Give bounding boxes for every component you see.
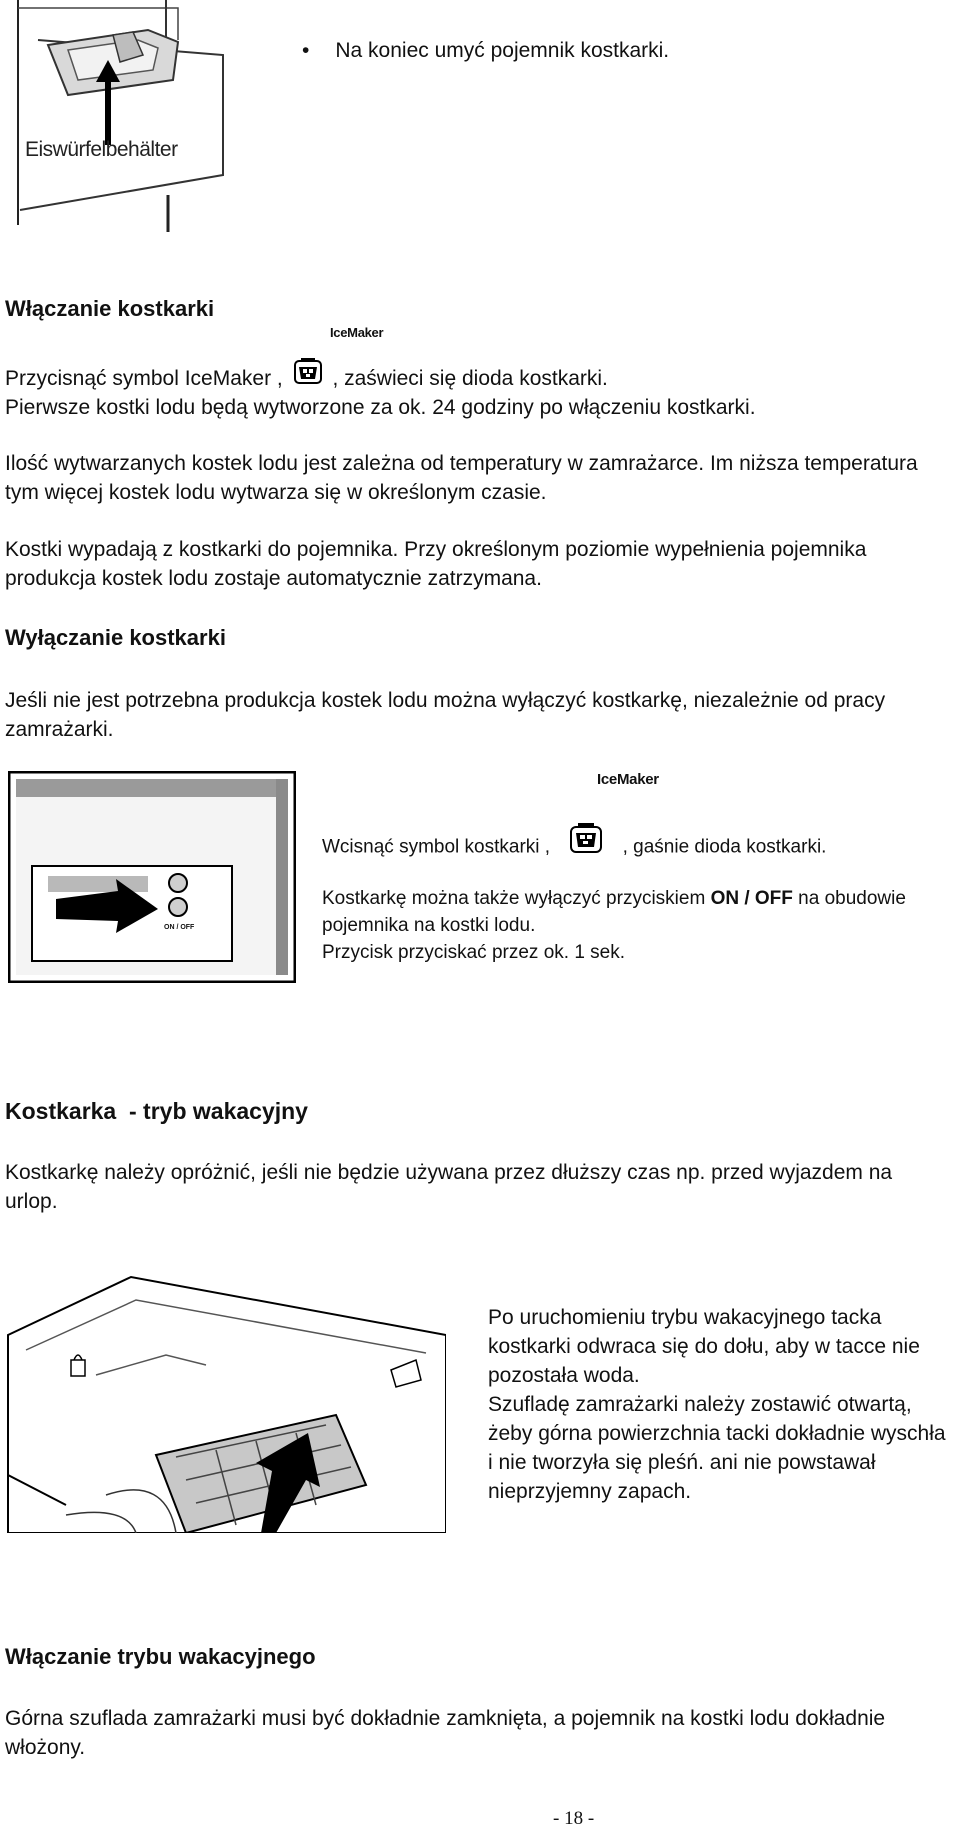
on-off-bold-label: ON / OFF xyxy=(710,888,793,909)
vacation-on-paragraph: Górna szuflada zamrażarki musi być dokładnie zamknięta, a pojemnik na kostki lodu dokładnie włożony. xyxy=(5,1707,886,1759)
alt-switch-off-after: na obudowie pojemnika na kostki lodu. xyxy=(322,888,906,936)
led-off-text: , gaśnie dioda kostkarki. xyxy=(622,836,827,858)
heading-ice-maker-on: Włączanie kostkarki xyxy=(5,296,215,321)
bullet-marker: • xyxy=(302,39,310,62)
ice-bin-illustration xyxy=(8,0,228,235)
press-symbol-off-text: Wcisnąć symbol kostkarki , xyxy=(322,836,551,858)
ice-maker-tray-illustration xyxy=(6,1275,446,1533)
fill-level-paragraph: Kostki wypadają z kostkarki do pojemnika. Przy określonym poziomie wypełnienia pojemnika produkcja kostek lodu zostaje automatycznie zatrzymana. xyxy=(5,538,867,590)
heading-ice-maker-off: Wyłączanie kostkarki xyxy=(5,625,226,650)
temperature-paragraph: Ilość wytwarzanych kostek lodu jest zależna od temperatury w zamrażarce. Im niższa temperatura tym więcej kostek lodu wytwarza się w określonym czasie. xyxy=(5,452,918,504)
alt-switch-off-block xyxy=(322,885,932,966)
illustration-label: Eiswürfelbehälter xyxy=(25,138,178,161)
page-number: - 18 - xyxy=(553,1808,595,1829)
press-duration-text: Przycisk przyciskać przez ok. 1 sek. xyxy=(322,942,626,963)
ice-bin-drawing xyxy=(8,0,228,235)
bullet-item xyxy=(302,36,669,65)
heading-vacation-mode-on: Włączanie trybu wakacyjnego xyxy=(5,1644,316,1669)
vacation-side-text: Po uruchomieniu trybu wakacyjnego tacka kostkarki odwraca się do dołu, aby w tacce nie pozostała woda. Szufladę zamrażarki należy zostawić otwartą, żeby górna powierzchnia tacki dokładnie wyschła i nie tworzyła się pleśń. ani nie powstawał nieprzyjemny zapach. xyxy=(488,1306,946,1503)
alt-switch-off-before: Kostkarkę można także wyłączyć przyciskiem xyxy=(322,888,711,909)
press-symbol-text: Przycisnąć symbol IceMaker , xyxy=(5,367,283,390)
switch-off-paragraph: Jeśli nie jest potrzebna produkcja kostek lodu można wyłączyć kostkarkę, niezależnie od pracy zamrażarki. xyxy=(5,689,886,741)
press-symbol-off-line xyxy=(322,832,826,863)
first-cubes-text: Pierwsze kostki lodu będą wytworzone za ok. 24 godziny po włączeniu kostkarki. xyxy=(5,396,756,420)
heading-vacation-mode: Kostkarka - tryb wakacyjny xyxy=(5,1098,308,1124)
bullet-text: Na koniec umyć pojemnik kostkarki. xyxy=(335,39,670,62)
on-off-button-caption: ON / OFF xyxy=(164,924,195,931)
icemaker-icon-label-2: IceMaker xyxy=(597,771,659,788)
on-off-panel-illustration xyxy=(8,771,296,983)
icemaker-icon-label: IceMaker xyxy=(330,325,384,340)
led-on-text: , zaświeci się dioda kostkarki. xyxy=(332,367,608,390)
ice-maker-on-text xyxy=(5,364,950,422)
icemaker-icon-2 xyxy=(569,822,603,863)
icemaker-icon xyxy=(293,357,323,393)
vacation-paragraph: Kostkarkę należy opróżnić, jeśli nie będzie używana przez dłuższy czas np. przed wyjazdem na urlop. xyxy=(5,1161,893,1213)
